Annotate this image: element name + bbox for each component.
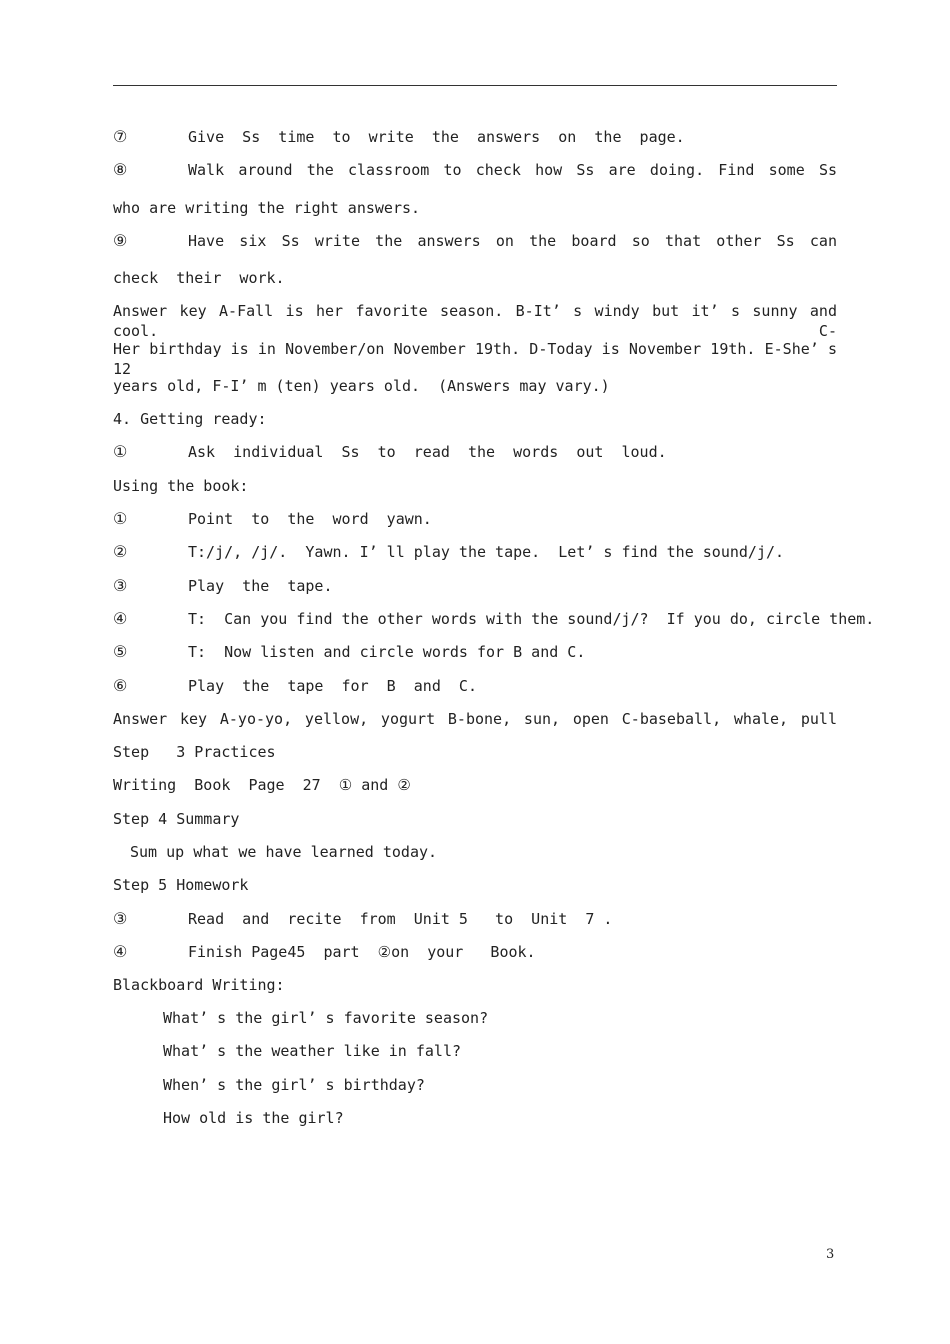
answer-key-line: Answer key A-Fall is her favorite season. B-It’ s windy but it’ s sunny and cool. C- — [113, 302, 837, 340]
list-number: ④ — [113, 609, 128, 628]
list-item-text: Give Ss time to write the answers on the page. — [188, 128, 685, 146]
step-heading: Step 5 Homework — [113, 876, 249, 894]
list-number: ② — [113, 542, 128, 561]
list-item-text: Ask individual Ss to read the words out loud. — [188, 443, 667, 461]
header-rule — [113, 85, 837, 86]
blackboard-line: When’ s the girl’ s birthday? — [163, 1076, 425, 1094]
step-heading: Step 3 Practices — [113, 743, 276, 761]
blackboard-line: What’ s the weather like in fall? — [163, 1042, 462, 1060]
list-item-text: Read and recite from Unit 5 to Unit 7 . — [188, 910, 613, 928]
paragraph-line: who are writing the right answers. — [113, 199, 421, 217]
section-heading: 4. Getting ready: — [113, 410, 267, 428]
list-item-text: Have six Ss write the answers on the board so that other Ss can — [188, 232, 837, 250]
list-number: ① — [113, 442, 128, 461]
page-number: 3 — [826, 1247, 835, 1262]
list-number: ③ — [113, 576, 128, 595]
list-item-text: T: Now listen and circle words for B and C. — [188, 643, 586, 661]
list-number: ⑤ — [113, 642, 128, 661]
answer-key-line: years old, F-I’ m (ten) years old. (Answers may vary.) — [113, 377, 610, 395]
list-item-text: Play the tape for B and C. — [188, 677, 477, 695]
list-item-text: Point to the word yawn. — [188, 510, 432, 528]
list-item-text: T: Can you find the other words with the sound/j/? If you do, circle them. — [188, 610, 875, 628]
paragraph-line: Writing Book Page 27 ① and ② — [113, 776, 411, 794]
list-item-text: Walk around the classroom to check how Ss are doing. Find some Ss — [188, 161, 837, 179]
blackboard-line: What’ s the girl’ s favorite season? — [163, 1009, 489, 1027]
list-number: ① — [113, 509, 128, 528]
list-item-text: T:/j/, /j/. Yawn. I’ ll play the tape. Let’ s find the sound/j/. — [188, 543, 785, 561]
section-heading: Blackboard Writing: — [113, 976, 285, 994]
paragraph-line: Sum up what we have learned today. — [130, 843, 438, 861]
blackboard-line: How old is the girl? — [163, 1109, 344, 1127]
answer-key-line: Her birthday is in November/on November 19th. D-Today is November 19th. E-She’ s 12 — [113, 340, 837, 378]
list-number: ③ — [113, 909, 128, 928]
list-number: ⑥ — [113, 676, 128, 695]
list-number: ⑧ — [113, 160, 128, 179]
paragraph-line: check their work. — [113, 269, 285, 287]
list-number: ④ — [113, 942, 128, 961]
step-heading: Step 4 Summary — [113, 810, 240, 828]
list-number: ⑦ — [113, 127, 128, 146]
list-item-text: Finish Page45 part ②on your Book. — [188, 943, 536, 961]
answer-key-line: Answer key A-yo-yo, yellow, yogurt B-bone, sun, open C-baseball, whale, pull — [113, 710, 837, 728]
section-heading: Using the book: — [113, 477, 249, 495]
list-item-text: Play the tape. — [188, 577, 333, 595]
list-number: ⑨ — [113, 231, 128, 250]
